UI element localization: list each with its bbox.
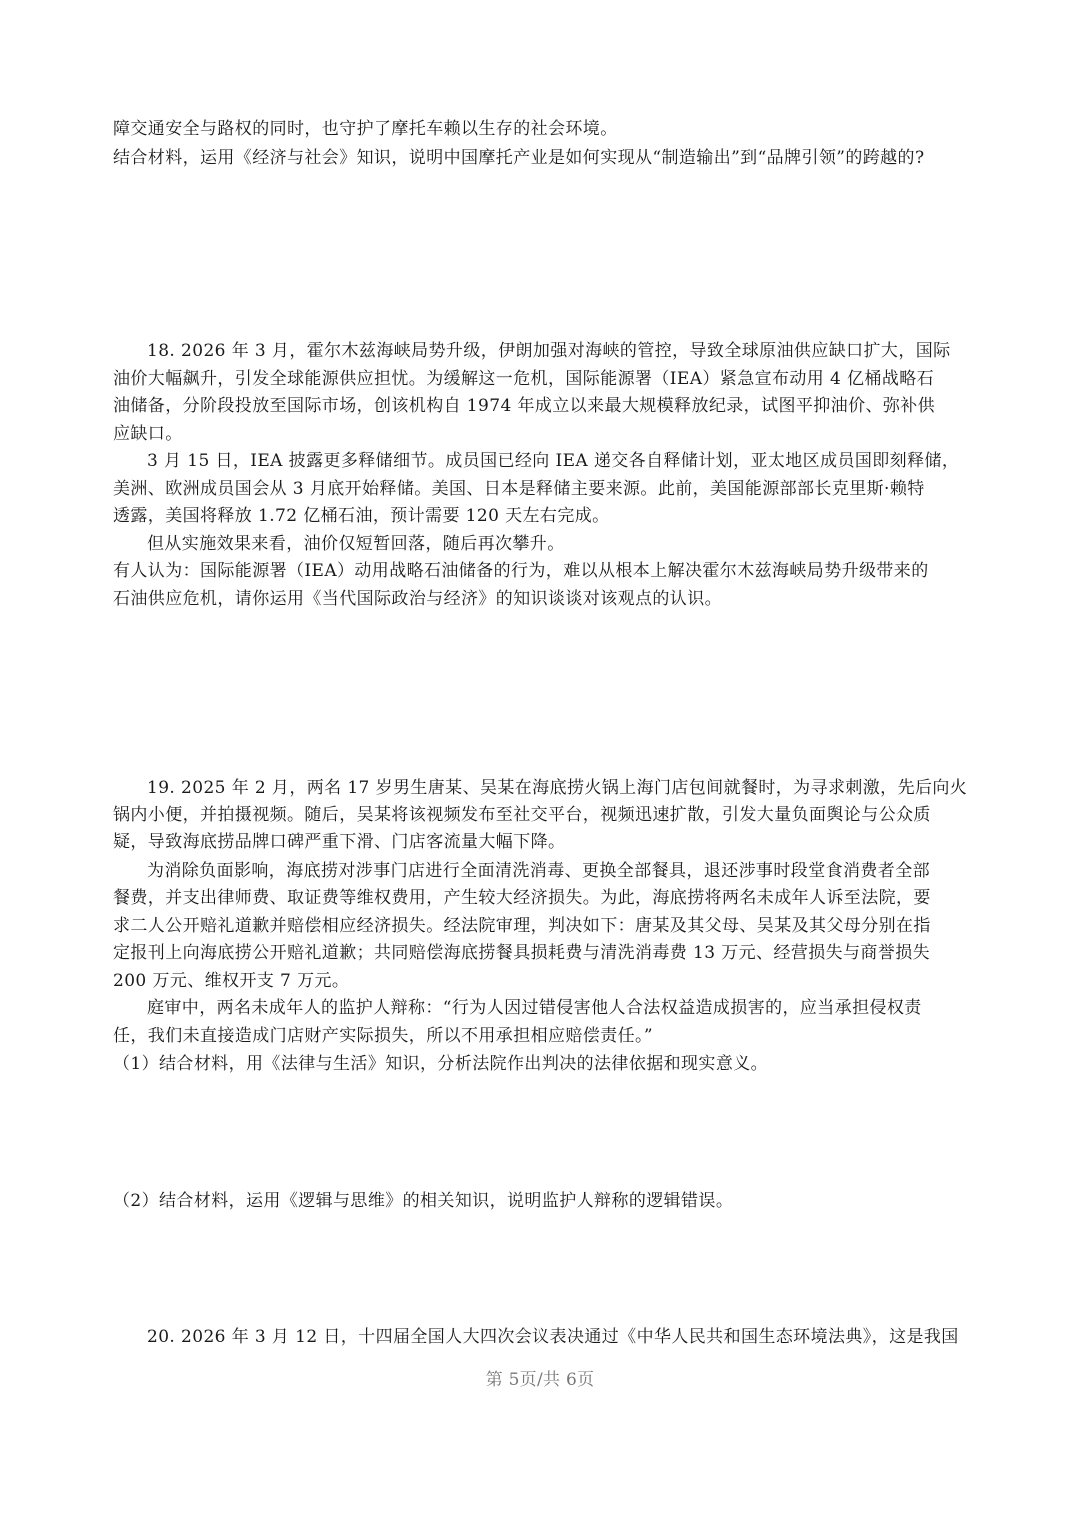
q17-question: 结合材料，运用《经济与社会》知识，说明中国摩托产业是如何实现从“制造输出”到“品牌引领”的跨越的? — [113, 148, 925, 168]
q19-paragraph-line: 为消除负面影响，海底捞对涉事门店进行全面清洗消毒、更换全部餐具，退还涉事时段堂食消费者全部 — [147, 861, 930, 881]
q18-paragraph-line: 但从实施效果来看，油价仅短暂回落，随后再次攀升。 — [147, 534, 565, 554]
q19-paragraph-line: 餐费，并支出律师费、取证费等维权费用，产生较大经济损失。为此，海底捞将两名未成年人诉至法院，要 — [113, 888, 931, 908]
q18-question: 石油供应危机，请你运用《当代国际政治与经济》的知识谈谈对该观点的认识。 — [113, 589, 722, 609]
q17-text-line: 障交通安全与路权的同时，也守护了摩托车赖以生存的社会环境。 — [113, 119, 618, 139]
q19-paragraph-line: 200 万元、维权开支 7 万元。 — [113, 971, 350, 991]
q18-paragraph-line: 透露，美国将释放 1.72 亿桶石油，预计需要 120 天左右完成。 — [113, 506, 610, 526]
q19-paragraph-line: 锅内小便，并拍摄视频。随后，吴某将该视频发布至社交平台，视频迅速扩散，引发大量负面舆论与公众质 — [113, 805, 931, 825]
q19-paragraph-line: 任，我们未直接造成门店财产实际损失，所以不用承担相应赔偿责任。” — [113, 1026, 653, 1046]
q19-paragraph-line: 庭审中，两名未成年人的监护人辩称：“行为人因过错侵害他人合法权益造成损害的，应当承担侵权责 — [147, 998, 922, 1018]
q18-question: 有人认为：国际能源署（IEA）动用战略石油储备的行为，难以从根本上解决霍尔木兹海峡局势升级带来的 — [113, 561, 929, 581]
q19-paragraph-line: 19. 2025 年 2 月，两名 17 岁男生唐某、吴某在海底捞火锅上海门店包间就餐时，为寻求刺激，先后向火 — [147, 778, 968, 798]
q19-paragraph-line: 定报刊上向海底捞公开赔礼道歉；共同赔偿海底捞餐具损耗费与清洗消毒费 13 万元、经营损失与商誉损失 — [113, 943, 931, 963]
q18-paragraph-line: 油储备，分阶段投放至国际市场，创该机构自 1974 年成立以来最大规模释放纪录，试图平抑油价、弥补供 — [113, 396, 936, 416]
page-number: 第 5页/共 6页 — [485, 1370, 595, 1390]
q18-paragraph-line: 18. 2026 年 3 月，霍尔木兹海峡局势升级，伊朗加强对海峡的管控，导致全球原油供应缺口扩大，国际 — [147, 341, 951, 361]
q20-paragraph-line: 20. 2026 年 3 月 12 日，十四届全国人大四次会议表决通过《中华人民共和国生态环境法典》，这是我国 — [147, 1327, 959, 1347]
q19-sub-question-1: （1）结合材料，用《法律与生活》知识，分析法院作出判决的法律依据和现实意义。 — [113, 1054, 769, 1074]
q19-paragraph-line: 求二人公开赔礼道歉并赔偿相应经济损失。经法院审理，判决如下：唐某及其父母、吴某及其父母分别在指 — [113, 916, 931, 936]
q19-paragraph-line: 疑，导致海底捞品牌口碑严重下滑、门店客流量大幅下降。 — [113, 832, 566, 852]
q18-paragraph-line: 应缺口。 — [113, 424, 183, 444]
q18-paragraph-line: 3 月 15 日，IEA 披露更多释储细节。成员国已经向 IEA 递交各自释储计划，亚太地区成员国即刻释储， — [147, 451, 960, 471]
q18-paragraph-line: 油价大幅飙升，引发全球能源供应担忧。为缓解这一危机，国际能源署（IEA）紧急宣布动用 4 亿桶战略石 — [113, 369, 935, 389]
q19-sub-question-2: （2）结合材料，运用《逻辑与思维》的相关知识，说明监护人辩称的逻辑错误。 — [113, 1191, 734, 1211]
q18-paragraph-line: 美洲、欧洲成员国会从 3 月底开始释储。美国、日本是释储主要来源。此前，美国能源部部长克里斯·赖特 — [113, 479, 925, 499]
